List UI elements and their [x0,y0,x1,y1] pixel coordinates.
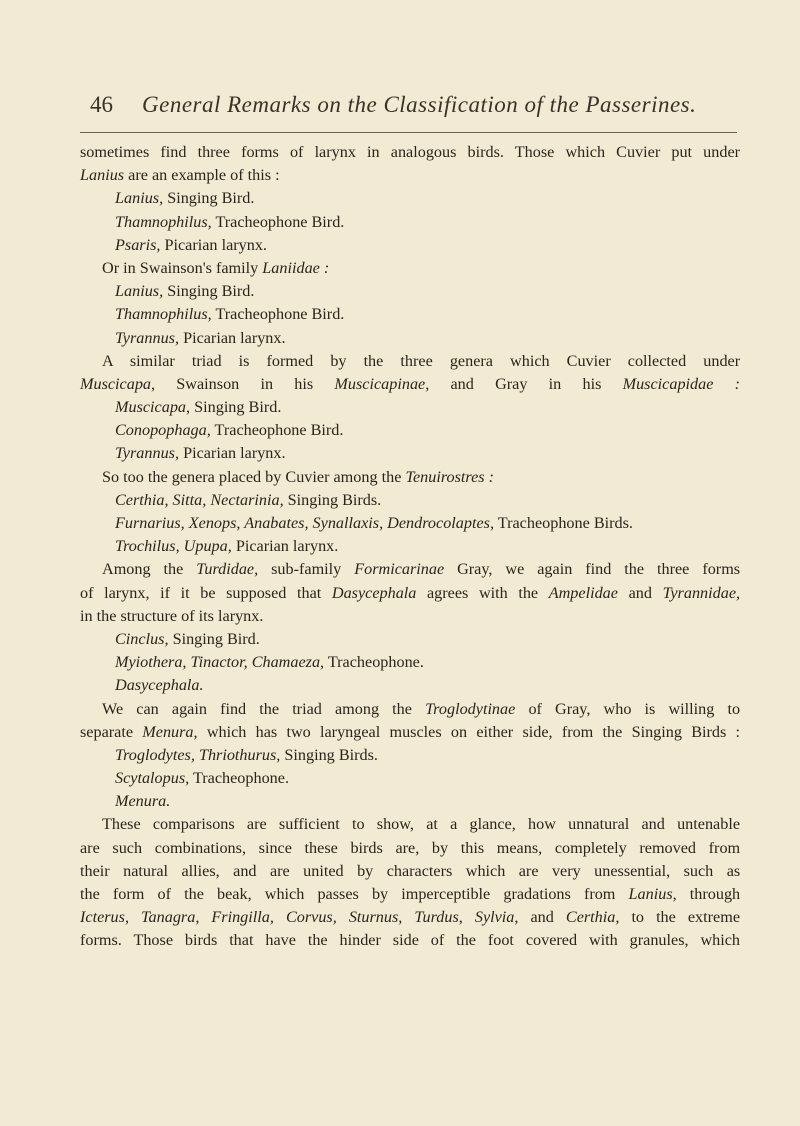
italic-taxon: Muscicapinae, [334,374,430,393]
text-segment: Or in Swainson's family [102,258,263,277]
text-segment: Tracheophone. [189,769,289,788]
text-line [80,883,740,906]
italic-taxon: Troglodytes, Thriothurus, [115,745,281,764]
italic-taxon: Scytalopus, [115,769,190,788]
italic-taxon: Muscicapa, [80,374,156,393]
genus-list-line [80,327,740,350]
text-segment: the form of the beak, which passes by imperceptible gradations from [80,885,616,903]
text-segment: Singing Birds. [283,490,382,509]
text-segment: sub-family [271,560,342,579]
text-segment: sometimes find three forms of larynx in analogous birds. Those which Cuvier put under [80,143,741,161]
text-segment: and [628,583,652,602]
page-header [0,92,800,128]
text-segment: These comparisons are sufficient to show, at a glance, how unnatural and untenable [102,815,741,834]
genus-list-line [80,512,740,535]
genus-list-line [80,211,740,234]
text-segment: Singing Bird. [163,282,255,301]
text-segment: Picarian larynx. [179,328,286,347]
header-rule [80,132,737,133]
genus-list-line [80,303,740,326]
italic-taxon: Furnarius, Xenops, Anabates, Synallaxis, Dendrocolaptes, [115,514,495,532]
text-segment: to the extreme [631,908,741,927]
italic-taxon: Psaris, [115,235,161,254]
text-segment: Gray, we again find the three forms [457,560,741,579]
text-segment: in the structure of its larynx. [80,606,264,625]
italic-taxon: Tyrannus, [115,328,180,347]
genus-list-line [80,419,740,442]
italic-taxon: Menura, [142,722,198,741]
text-segment: Singing Bird. [168,629,260,648]
italic-taxon: Tyrannidae, [662,583,741,602]
text-segment: Singing Birds. [280,745,378,764]
text-segment: Tracheophone. [324,653,424,672]
text-line [80,906,740,929]
text-segment: separate [80,722,134,741]
text-segment: Swainson in his [176,374,314,393]
text-segment: their natural allies, and are united by characters which are very unessential, such as [80,861,741,880]
running-title: General Remarks on the Classification of the Passerines. [142,92,697,117]
text-segment: Tracheophone Bird. [210,421,344,440]
text-line [80,164,740,187]
text-line [80,721,740,744]
text-segment: Singing Bird. [163,189,255,208]
italic-taxon: Turdidae, [196,560,259,579]
text-segment: Tracheophone Birds. [494,514,633,532]
italic-taxon: Tenuirostres : [405,467,495,486]
genus-list-line [80,790,740,813]
text-segment: forms. Those birds that have the hinder side of the foot covered with granules, which [80,931,741,950]
text-line [80,698,740,721]
text-segment: We can again find the triad among the [102,699,412,718]
text-line [80,605,740,628]
page-number: 46 [90,92,113,117]
italic-taxon: Ampelidae [548,583,618,602]
italic-taxon: Dasycephala. [115,676,204,695]
italic-taxon: Laniidae : [262,258,330,277]
text-segment: Picarian larynx. [160,235,267,254]
text-segment: Picarian larynx. [179,444,286,463]
text-segment: through [689,885,741,903]
text-segment: Singing Bird. [190,398,282,417]
text-segment: Tracheophone Bird. [211,305,345,324]
genus-list-line [80,651,740,674]
italic-taxon: Lanius, [115,282,164,301]
italic-taxon: Certhia, [565,908,620,927]
text-segment: of larynx, if it be supposed that [80,583,322,602]
italic-taxon: Certhia, Sitta, Nectarinia, [115,490,284,509]
italic-taxon: Menura. [115,792,171,811]
italic-taxon: Muscicapa, [115,398,191,417]
genus-list-line [80,442,740,465]
italic-taxon: Conopophaga, [115,421,211,440]
text-segment: and [530,908,554,927]
text-line [80,813,740,836]
italic-taxon: Dasycephala [331,583,417,602]
genus-list-line [80,744,740,767]
text-segment: and Gray in his [450,374,602,393]
italic-taxon: Muscicapidae : [622,374,741,393]
genus-list-line [80,535,740,558]
text-segment: Tracheophone Bird. [211,212,345,231]
body-text [80,141,740,953]
italic-taxon: Lanius, [628,885,677,903]
text-line [80,350,740,373]
italic-taxon: Trochilus, Upupa, [115,537,232,556]
text-segment: of Gray, who is willing to [528,699,741,718]
genus-list-line [80,396,740,419]
text-segment: are such combinations, since these birds are, by this means, completely removed from [80,838,741,857]
text-segment: A similar triad is formed by the three genera which Cuvier collected under [102,351,741,370]
italic-taxon: Formicarinae [354,560,445,579]
italic-taxon: Myiothera, Tinactor, Chamaeza, [115,653,325,672]
text-line [80,837,740,860]
text-segment: agrees with the [427,583,539,602]
genus-list-line [80,489,740,512]
text-line [80,558,740,581]
text-line [80,141,740,164]
italic-taxon: Thamnophilus, [115,305,212,324]
italic-taxon: Lanius, [115,189,164,208]
text-segment: Picarian larynx. [231,537,339,556]
text-segment: So too the genera placed by Cuvier among the [102,467,406,486]
text-segment: are an example of this : [124,166,280,185]
italic-taxon: Thamnophilus, [115,212,212,231]
text-line [80,582,740,605]
text-segment: Among the [102,560,184,579]
italic-taxon: Tyrannus, [115,444,180,463]
italic-taxon: Icterus, Tanagra, Fringilla, Corvus, Sturnus, Turdus, Sylvia, [80,908,519,927]
text-line [80,373,740,396]
genus-list-line [80,187,740,210]
text-line [80,929,740,952]
genus-list-line [80,628,740,651]
italic-taxon: Cinclus, [115,629,169,648]
text-line [80,257,740,280]
genus-list-line [80,280,740,303]
italic-taxon: Troglodytinae [425,699,516,718]
text-segment: which has two laryngeal muscles on either side, from the Singing Birds : [206,722,741,741]
text-line [80,466,740,489]
genus-list-line [80,767,740,790]
genus-list-line [80,674,740,697]
italic-taxon: Lanius [80,166,125,185]
genus-list-line [80,234,740,257]
text-line [80,860,740,883]
